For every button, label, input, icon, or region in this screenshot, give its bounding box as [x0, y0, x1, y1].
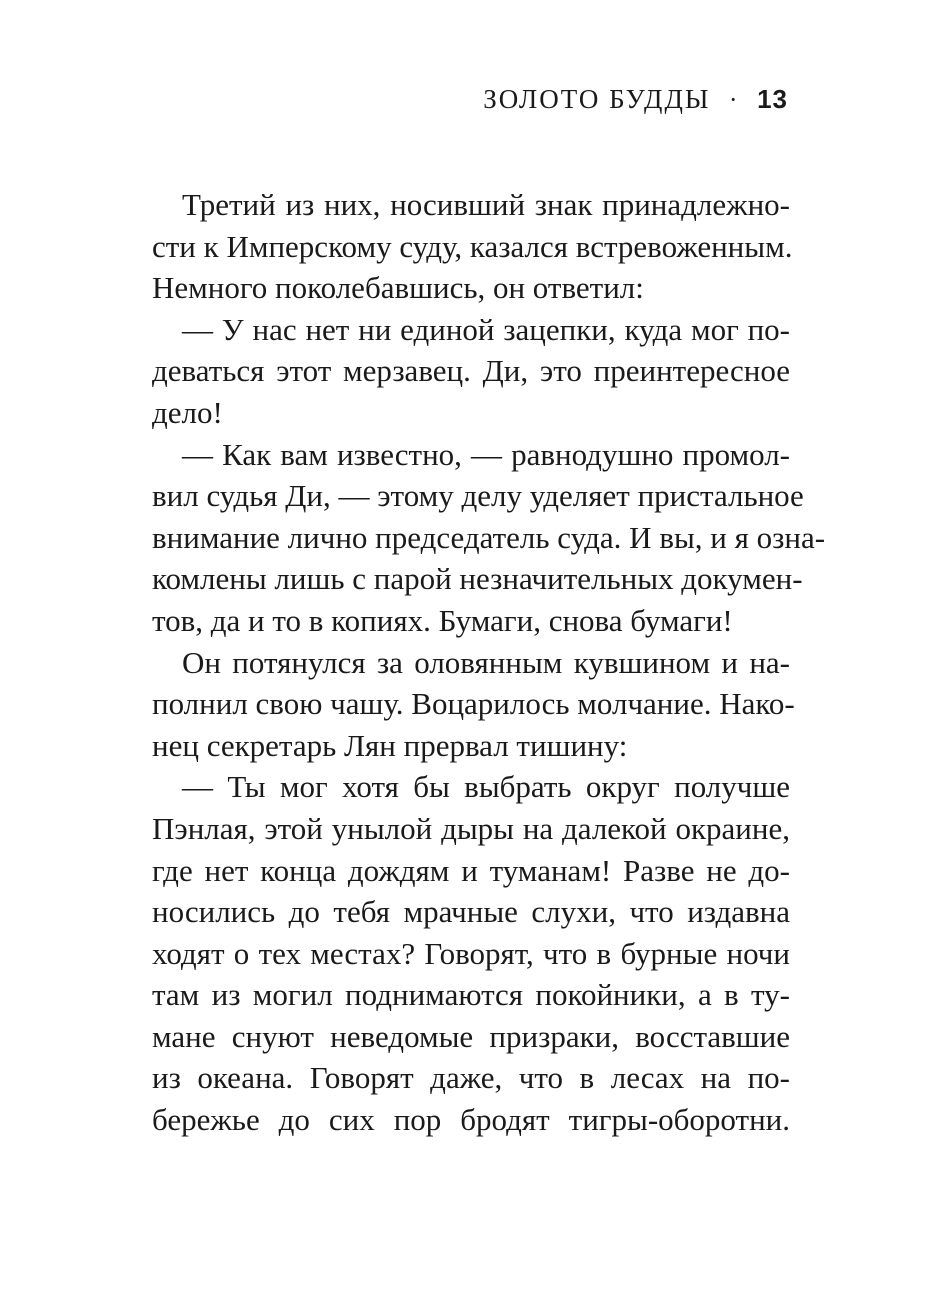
text-line: где нет конца дождям и туманам! Разве не до- [152, 852, 790, 888]
text-line: Третий из них, носивший знак принадлежно- [182, 187, 790, 222]
text-line: тов, да и то в копиях. Бумаги, снова бумаги! [152, 602, 733, 638]
running-head [483, 82, 788, 117]
running-head-title: ЗОЛОТО БУДДЫ [483, 84, 711, 114]
running-head-separator: · [728, 85, 739, 114]
text-line: Он потянулся за оловянным кувшином и на- [182, 644, 790, 680]
text-line: — Как вам известно, — равнодушно промол- [182, 436, 790, 472]
text-line: деваться этот мерзавец. Ди, это преинтересное [152, 353, 790, 389]
text-line: ходят о тех местах? Говорят, что в бурные ночи [152, 935, 790, 971]
text-line: нец секретарь Лян прервал тишину: [152, 727, 628, 763]
body-text [152, 184, 826, 1141]
text-line: внимание лично председатель суда. И вы, и я озна- [152, 519, 826, 555]
text-line: из океана. Говорят даже, что в лесах на по- [152, 1060, 790, 1096]
text-line: — Ты мог хотя бы выбрать округ получше [182, 769, 790, 805]
text-line: комлены лишь с парой незначительных докумен- [152, 561, 803, 597]
text-line: Пэнлая, этой унылой дыры на далекой окраине, [152, 810, 790, 846]
text-line: — У нас нет ни единой зацепки, куда мог по- [182, 311, 790, 347]
text-line: там из могил поднимаются покойники, а в ту- [152, 977, 790, 1013]
text-line: вил судья Ди, — этому делу уделяет пристальное [152, 478, 804, 514]
text-line: Немного поколебавшись, он ответил: [152, 270, 644, 306]
page-number: 13 [757, 84, 788, 114]
text-line: мане снуют неведомые призраки, восставшие [152, 1018, 790, 1054]
text-line: полнил свою чашу. Воцарилось молчание. Нако- [152, 686, 795, 722]
text-line: бережье до сих пор бродят тигры-оборотни. [152, 1102, 790, 1138]
text-line: носились до тебя мрачные слухи, что издавна [152, 894, 790, 930]
text-line: дело! [152, 394, 223, 430]
text-line: сти к Имперскому суду, казался встревоженным. [152, 228, 793, 264]
